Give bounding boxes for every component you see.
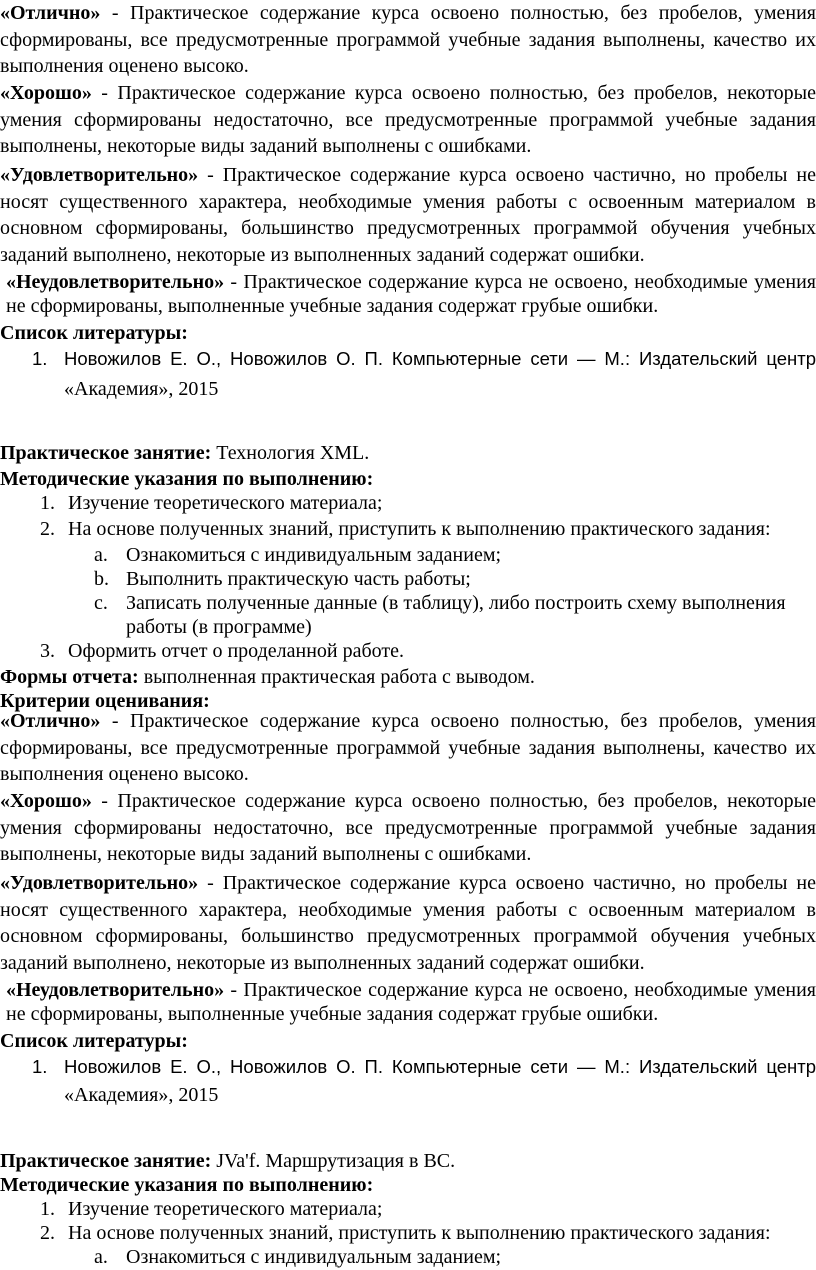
reference-line-2: «Академия», 2015 [64,378,219,400]
criterion-good: «Хорошо» - Практическое содержание курса освоено полностью, без пробелов, некоторые умения сформированы недостаточно, все предусмотренные программой учебные задания выполнены, некоторые виды заданий выполнены с ошибками. [0,790,816,865]
report-form: Формы отчета: выполненная практическая работа с выводом. [0,666,535,688]
substep-text-continued: работы (в программе) [126,616,312,638]
substep-letter: a. [94,544,108,566]
step-number: 1. [40,1198,55,1220]
criterion-text: Практическое содержание курса не освоено, необходимые умения не сформированы, выполненные учебные задания содержат грубые ошибки. [6,271,816,317]
grade-label: «Отлично» [0,710,101,732]
lesson-heading: Практическое занятие: JVa'f. Маршрутизация в ВС. [0,1150,456,1172]
criterion-text: Практическое содержание курса не освоено, необходимые умения не сформированы, выполненные учебные задания содержат грубые ошибки. [6,979,816,1025]
reference-number: 1. [32,1056,48,1077]
references-heading: Список литературы: [0,1030,188,1052]
substep-text: Ознакомиться с индивидуальным заданием; [126,544,502,566]
grade-label: «Удовлетворительно» [0,872,199,894]
step-number: 2. [40,1222,55,1244]
substep-letter: c. [94,592,108,614]
substep-text: Записать полученные данные (в таблицу), либо построить схему выполнения [126,592,786,614]
substep-letter: b. [94,568,109,590]
grade-label: «Отлично» [0,2,101,24]
evaluation-heading: Критерии оценивания: [0,690,210,712]
reference-line-2: «Академия», 2015 [64,1084,219,1106]
step-number: 2. [40,518,55,540]
criterion-excellent: «Отлично» - Практическое содержание курса освоено полностью, без пробелов, умения сформированы, все предусмотренные программой учебные задания выполнены, качество их выполнения оценено высоко. [0,710,816,785]
grade-label: «Неудовлетворительно» [6,271,225,293]
step-text: Изучение теоретического материала; [68,1198,383,1220]
references-heading: Список литературы: [0,322,188,344]
step-text: На основе полученных знаний, приступить к выполнению практического задания: [68,518,771,540]
criterion-satisfactory: «Удовлетворительно» - Практическое содержание курса освоено частично, но пробелы не носят существенного характера, необходимые умения работы с освоенным материалом в основном сформированы, большинство предусмотренных программой обучения учебных заданий выполнено, некоторые из выполненных заданий содержат ошибки. [0,872,816,974]
grade-label: «Удовлетворительно» [0,164,199,186]
grade-label: «Неудовлетворительно» [6,979,225,1001]
step-text: Оформить отчет о проделанной работе. [68,640,405,662]
criterion-good: «Хорошо» - Практическое содержание курса освоено полностью, без пробелов, некоторые умения сформированы недостаточно, все предусмотренные программой учебные задания выполнены, некоторые виды заданий выполнены с ошибками. [0,82,816,157]
substep-text: Выполнить практическую часть работы; [126,568,471,590]
criterion-text: Практическое содержание курса освоено полностью, без пробелов, некоторые умения сформированы недостаточно, все предусмотренные программой учебные задания выполнены, некоторые виды заданий выполнены с ошибками. [0,790,816,865]
step-text: На основе полученных знаний, приступить к выполнению практического задания: [68,1222,771,1244]
reference-line-1: Новожилов Е. О., Новожилов О. П. Компьютерные сети — М.: Издательский центр [64,348,816,369]
criterion-unsatisfactory: «Неудовлетворительно» - Практическое содержание курса не освоено, необходимые умения не сформированы, выполненные учебные задания содержат грубые ошибки. [6,979,816,1025]
lesson-title: Технология XML. [216,442,370,464]
criterion-text: Практическое содержание курса освоено полностью, без пробелов, некоторые умения сформированы недостаточно, все предусмотренные программой учебные задания выполнены, некоторые виды заданий выполнены с ошибками. [0,82,816,157]
report-form-value: выполненная практическая работа с выводом. [143,666,535,688]
step-number: 3. [40,640,55,662]
criterion-satisfactory: «Удовлетворительно» - Практическое содержание курса освоено частично, но пробелы не носят существенного характера, необходимые умения работы с освоенным материалом в основном сформированы, большинство предусмотренных программой обучения учебных заданий выполнено, некоторые из выполненных заданий содержат ошибки. [0,164,816,266]
criterion-unsatisfactory: «Неудовлетворительно» - Практическое содержание курса не освоено, необходимые умения не сформированы, выполненные учебные задания содержат грубые ошибки. [6,271,816,317]
substep-letter: a. [94,1246,108,1268]
reference-line-1: Новожилов Е. О., Новожилов О. П. Компьютерные сети — М.: Издательский центр [64,1056,816,1077]
step-text: Изучение теоретического материала; [68,492,383,514]
criterion-text: Практическое содержание курса освоено частично, но пробелы не носят существенного характера, необходимые умения работы с освоенным материалом в основном сформированы, большинство предусмотренных программой обучения учебных заданий выполнено, некоторые из выполненных заданий содержат ошибки. [0,872,816,974]
lesson-title: JVa'f. Маршрутизация в ВС. [216,1150,456,1172]
criterion-text: Практическое содержание курса освоено частично, но пробелы не носят существенного характера, необходимые умения работы с освоенным материалом в основном сформированы, большинство предусмотренных программой обучения учебных заданий выполнено, некоторые из выполненных заданий содержат ошибки. [0,164,816,266]
substep-text: Ознакомиться с индивидуальным заданием; [126,1246,502,1268]
criterion-text: Практическое содержание курса освоено полностью, без пробелов, умения сформированы, все предусмотренные программой учебные задания выполнены, качество их выполнения оценено высоко. [0,2,816,77]
grade-label: «Хорошо» [0,790,92,812]
reference-number: 1. [32,348,48,369]
lesson-heading: Практическое занятие: Технология XML. [0,442,370,464]
criterion-text: Практическое содержание курса освоено полностью, без пробелов, умения сформированы, все предусмотренные программой учебные задания выполнены, качество их выполнения оценено высоко. [0,710,816,785]
guidelines-heading: Методические указания по выполнению: [0,1174,374,1196]
guidelines-heading: Методические указания по выполнению: [0,468,374,490]
criterion-excellent: «Отлично» - Практическое содержание курса освоено полностью, без пробелов, умения сформированы, все предусмотренные программой учебные задания выполнены, качество их выполнения оценено высоко. [0,2,816,77]
step-number: 1. [40,492,55,514]
grade-label: «Хорошо» [0,82,92,104]
